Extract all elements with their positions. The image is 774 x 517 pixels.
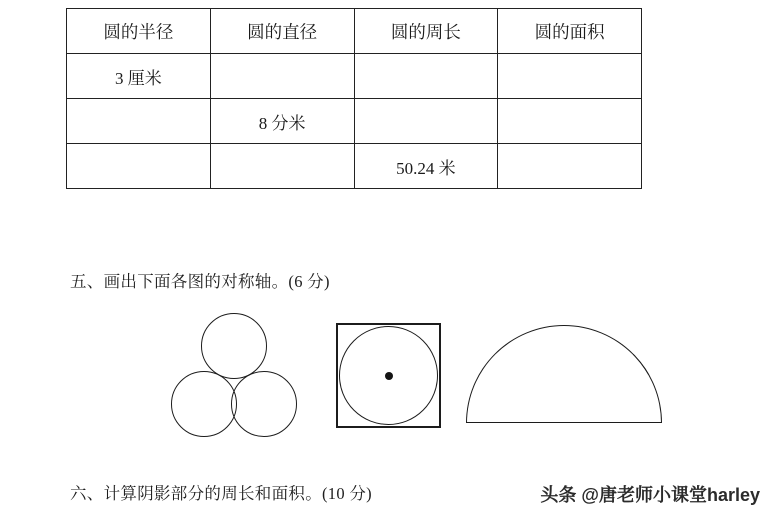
table-row <box>67 54 642 99</box>
circle-properties-table-wrapper <box>66 8 642 189</box>
table-header-cell: 圆的直径 <box>210 9 354 54</box>
circle-properties-table <box>66 8 642 189</box>
table-head <box>67 9 642 54</box>
square-with-inscribed-circle-figure <box>336 323 441 428</box>
table-header-row <box>67 9 642 54</box>
table-cell <box>354 54 498 99</box>
table-cell <box>210 144 354 189</box>
table-cell <box>67 144 211 189</box>
center-point-dot <box>385 372 393 380</box>
table-cell <box>498 144 642 189</box>
watermark-label: 头条 @唐老师小课堂harley <box>540 485 760 505</box>
section-five-heading: 五、画出下面各图的对称轴。(6 分) <box>70 272 330 291</box>
circle-shape <box>201 313 267 379</box>
table-cell <box>210 54 354 99</box>
symmetry-figures-group <box>66 305 706 440</box>
table-row <box>67 144 642 189</box>
table-cell: 50.24 米 <box>354 144 498 189</box>
table-cell: 8 分米 <box>210 99 354 144</box>
semicircle-figure <box>466 325 662 423</box>
circle-shape <box>171 371 237 437</box>
table-header-cell: 圆的半径 <box>67 9 211 54</box>
table-header-cell: 圆的面积 <box>498 9 642 54</box>
table-cell <box>498 99 642 144</box>
table-body <box>67 54 642 189</box>
table-cell: 3 厘米 <box>67 54 211 99</box>
table-header-cell: 圆的周长 <box>354 9 498 54</box>
table-cell <box>67 99 211 144</box>
three-tangent-circles-figure <box>171 313 301 438</box>
table-cell <box>354 99 498 144</box>
table-cell <box>498 54 642 99</box>
section-six-heading: 六、计算阴影部分的周长和面积。(10 分) <box>70 484 372 503</box>
table-row <box>67 99 642 144</box>
circle-shape <box>231 371 297 437</box>
